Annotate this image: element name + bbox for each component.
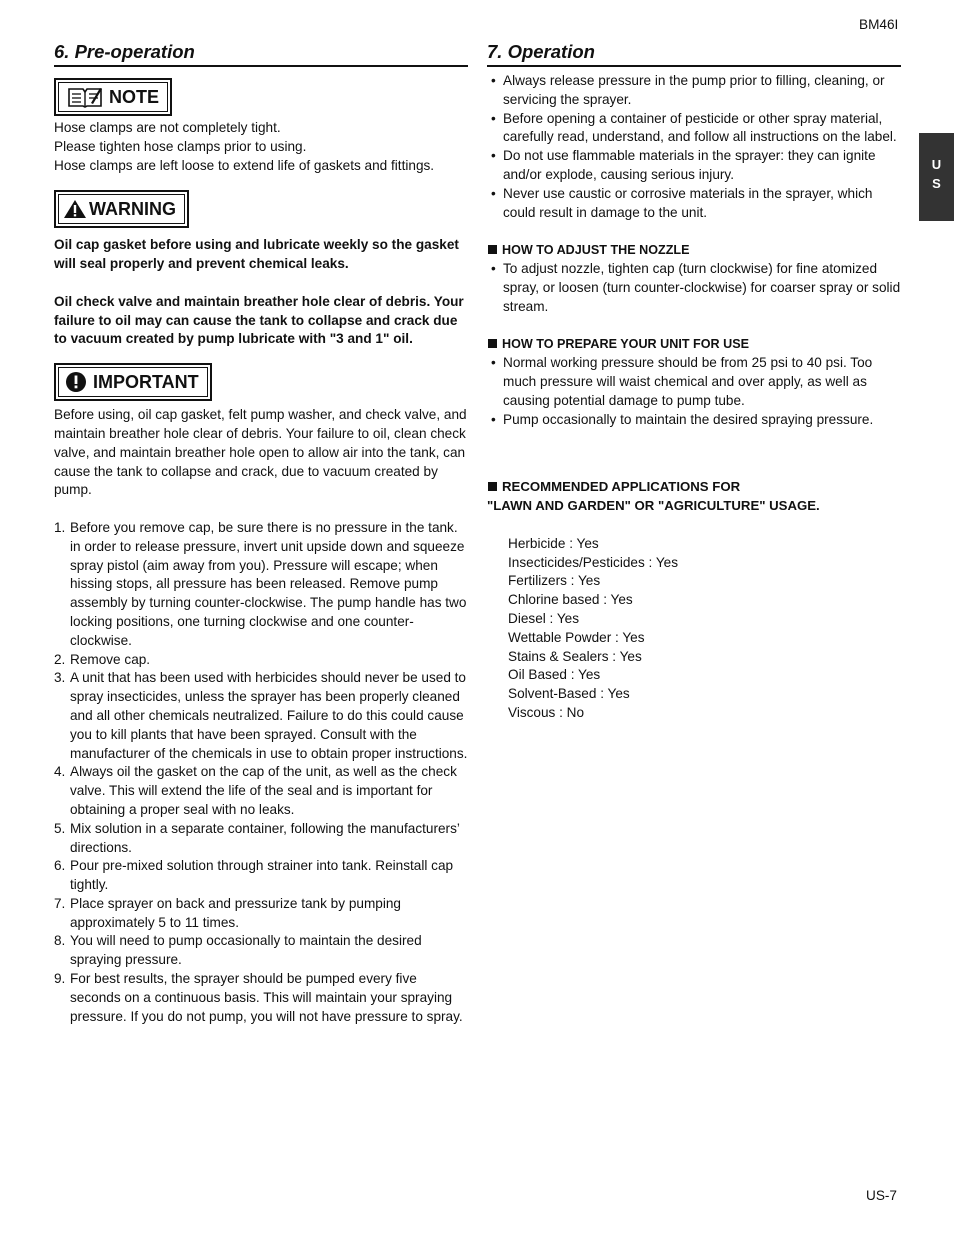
- section-title: 6. Pre-operation: [54, 40, 468, 67]
- warning-label: WARNING: [89, 199, 176, 220]
- list-item: • To adjust nozzle, tighten cap (turn clockwise) for fine atomized spray, or loosen (turn counter-clockwise) for coarser spray or solid stream.: [487, 260, 901, 316]
- square-bullet-icon: [488, 482, 497, 491]
- safety-bullets: [487, 72, 901, 222]
- list-item: Oil Based : Yes: [508, 667, 601, 683]
- page-number: US-7: [866, 1188, 897, 1203]
- important-label: IMPORTANT: [93, 372, 199, 393]
- square-bullet-icon: [488, 339, 497, 348]
- list-item: 7. Place sprayer on back and pressurize tank by pumping approximately 5 to 11 times.: [54, 895, 401, 930]
- list-item: 5. Mix solution in a separate container, following the manufacturers’ directions.: [54, 820, 460, 855]
- list-item: Stains & Sealers : Yes: [508, 648, 642, 664]
- applications-list: [487, 535, 901, 723]
- pre-operation-section: [54, 40, 468, 1026]
- list-item: • Always release pressure in the pump prior to filling, cleaning, or servicing the sprayer.: [487, 72, 901, 110]
- list-item: 8. You will need to pump occasionally to maintain the desired spraying pressure.: [54, 933, 422, 968]
- warning-paragraph: Oil check valve and maintain breather hole clear of debris. Your failure to oil may can cause the tank to collapse and crack due to vacuum created by pump lubricate with "3 and 1" oil.: [54, 293, 464, 347]
- prepare-heading: HOW TO PREPARE YOUR UNIT FOR USE: [487, 335, 901, 354]
- list-item: Insecticides/Pesticides : Yes: [508, 554, 679, 570]
- book-note-icon: [67, 86, 103, 108]
- list-item: Herbicide : Yes: [508, 535, 599, 551]
- prepare-bullets: [487, 354, 901, 429]
- preparation-steps: [54, 519, 468, 1027]
- applications-heading: RECOMMENDED APPLICATIONS FOR "LAWN AND GARDEN" OR "AGRICULTURE" USAGE.: [487, 479, 820, 514]
- note-line: Please tighten hose clamps prior to using.: [54, 138, 307, 154]
- list-item: • Pump occasionally to maintain the desired spraying pressure.: [487, 411, 901, 430]
- list-item: 3. A unit that has been used with herbicides should never be used to spray insecticides, unless the sprayer has been properly cleaned and all other chemicals neutralized. Failure to do this could cause you to kill plants that have been sprayed. Consult with the manufacturer of the chemicals in use to obtain proper instructions.: [54, 670, 468, 761]
- note-line: Hose clamps are not completely tight.: [54, 120, 281, 135]
- list-item: 2. Remove cap.: [54, 651, 151, 667]
- nozzle-bullets: [487, 260, 901, 316]
- language-tab-letter: S: [932, 176, 941, 191]
- list-item: Viscous : No: [508, 704, 585, 720]
- note-callout: [54, 78, 172, 116]
- list-item: 4. Always oil the gasket on the cap of the unit, as well as the check valve. This will extend the life of the seal and is important for obtaining a proper seal with no leaks.: [54, 764, 457, 817]
- section-title: 7. Operation: [487, 40, 901, 67]
- language-tab: [919, 133, 954, 221]
- square-bullet-icon: [488, 245, 497, 254]
- exclamation-circle-icon: [65, 371, 87, 393]
- list-item: • Before opening a container of pesticide or other spray material, carefully read, understand, and follow all instructions on the label.: [487, 110, 901, 148]
- warning-triangle-icon: [63, 199, 87, 219]
- model-number: BM46I: [859, 17, 899, 32]
- list-item: 9. For best results, the sprayer should be pumped every five seconds on a continuous basis. This will maintain your spraying pressure. If you do not pump, you will not have pressure to spray.: [54, 971, 463, 1024]
- language-tab-letter: U: [931, 157, 942, 172]
- important-callout: [54, 363, 212, 401]
- list-item: Diesel : Yes: [508, 610, 580, 626]
- list-item: Fertilizers : Yes: [508, 573, 601, 589]
- list-item: 6. Pour pre-mixed solution through strainer into tank. Reinstall cap tightly.: [54, 858, 454, 893]
- warning-paragraph: Oil cap gasket before using and lubricate weekly so the gasket will seal properly and prevent chemical leaks.: [54, 237, 459, 272]
- nozzle-heading: HOW TO ADJUST THE NOZZLE: [487, 241, 901, 260]
- operation-section: [487, 40, 901, 723]
- list-item: Wettable Powder : Yes: [508, 629, 645, 645]
- list-item: • Never use caustic or corrosive materials in the sprayer, which could result in damage to the unit.: [487, 185, 901, 223]
- note-line: Hose clamps are left loose to extend life of gaskets and fittings.: [54, 157, 435, 173]
- list-item: • Normal working pressure should be from 25 psi to 40 psi. Too much pressure will waist chemical and over apply, as well as causing potential damage to pump tube.: [487, 354, 901, 410]
- list-item: 1. Before you remove cap, be sure there is no pressure in the tank. in order to release pressure, invert unit upside down and squeeze spray pistol (aim away from you). Pressure will escape; when hissing stops, all pressure has been released. Remove pump assembly by turning counter-clockwise. The pump handle has two locking positions, one turning clockwise and one counter-clockwise.: [54, 519, 467, 648]
- warning-callout: [54, 190, 189, 228]
- important-paragraph: Before using, oil cap gasket, felt pump washer, and check valve, and maintain breather hole clear of debris. Your failure to oil, clean check valve, and maintain breather hole open to allow air into the tank, can cause the tank to collapse and crack, due to vacuum created by pump.: [54, 407, 467, 498]
- list-item: • Do not use flammable materials in the sprayer: they can ignite and/or explode, causing serious injury.: [487, 147, 901, 185]
- note-label: NOTE: [109, 87, 160, 107]
- list-item: Chlorine based : Yes: [508, 592, 633, 608]
- list-item: Solvent-Based : Yes: [508, 686, 630, 702]
